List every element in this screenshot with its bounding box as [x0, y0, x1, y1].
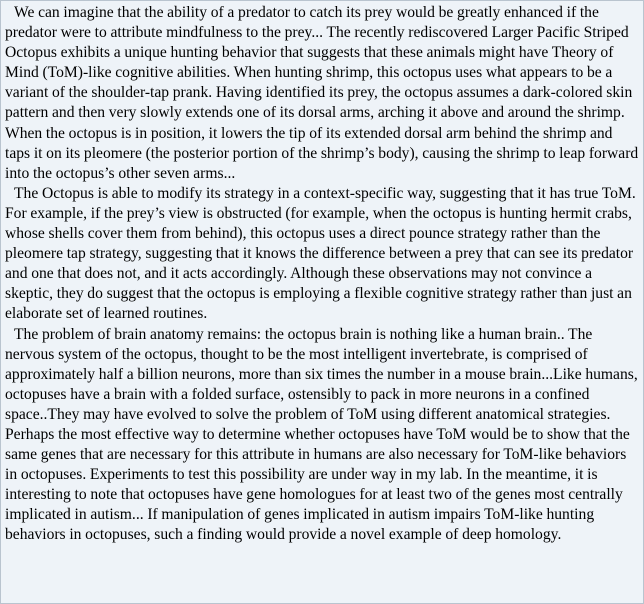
- paragraph-2: The Octopus is able to modify its strategy in a context-specific way, suggesting that it has true ToM. For example, if the prey’s view is obstructed (for example, when the octopus is hunting hermit crabs, whose shells cover them from behind), this octopus uses a direct pounce strategy rather than the pleomere tap strategy, suggesting that it knows the difference between a prey that can see its predator and one that does not, and it acts accordingly. Although these observations may not convince a skeptic, they do suggest that the octopus is employing a flexible cognitive strategy rather than just an elaborate set of learned routines.: [5, 184, 636, 323]
- paragraph-1: We can imagine that the ability of a predator to catch its prey would be greatly enhanced if the predator were to attribute mindfulness to the prey... The recently rediscovered Larger Pacific Striped Octopus exhibits a unique hunting behavior that suggests that these animals might have Theory of Mind (ToM)-like cognitive abilities. When hunting shrimp, this octopus uses what appears to be a variant of the shoulder-tap prank. Having identified its prey, the octopus assumes a dark-colored skin pattern and then very slowly extends one of its dorsal arms, arching it above and around the shrimp. When the octopus is in position, it lowers the tip of its extended dorsal arm behind the shrimp and taps it on its pleomere (the posterior portion of the shrimp’s body), causing the shrimp to leap forward into the octopus’s other seven arms...: [5, 4, 639, 182]
- paragraph-3: The problem of brain anatomy remains: the octopus brain is nothing like a human brain.. The nervous system of the octopus, thought to be the most intelligent invertebrate, is comprised of approximately half a billion neurons, more than six times the number in a mouse brain...Like humans, octopuses have a brain with a folded surface, ostensibly to pack in more neurons in a confined space..They may have evolved to solve the problem of ToM using different anatomical strategies. Perhaps the most effective way to determine whether octopuses have ToM would be to show that the same genes that are necessary for this attribute in humans are also necessary for ToM-like behaviors in octopuses. Experiments to test this possibility are under way in my lab. In the meantime, it is interesting to note that octopuses have gene homologues for at least two of the genes most centrally implicated in autism... If manipulation of genes implicated in autism impairs ToM-like hunting behaviors in octopuses, such a finding would provide a novel example of deep homology.: [5, 325, 638, 544]
